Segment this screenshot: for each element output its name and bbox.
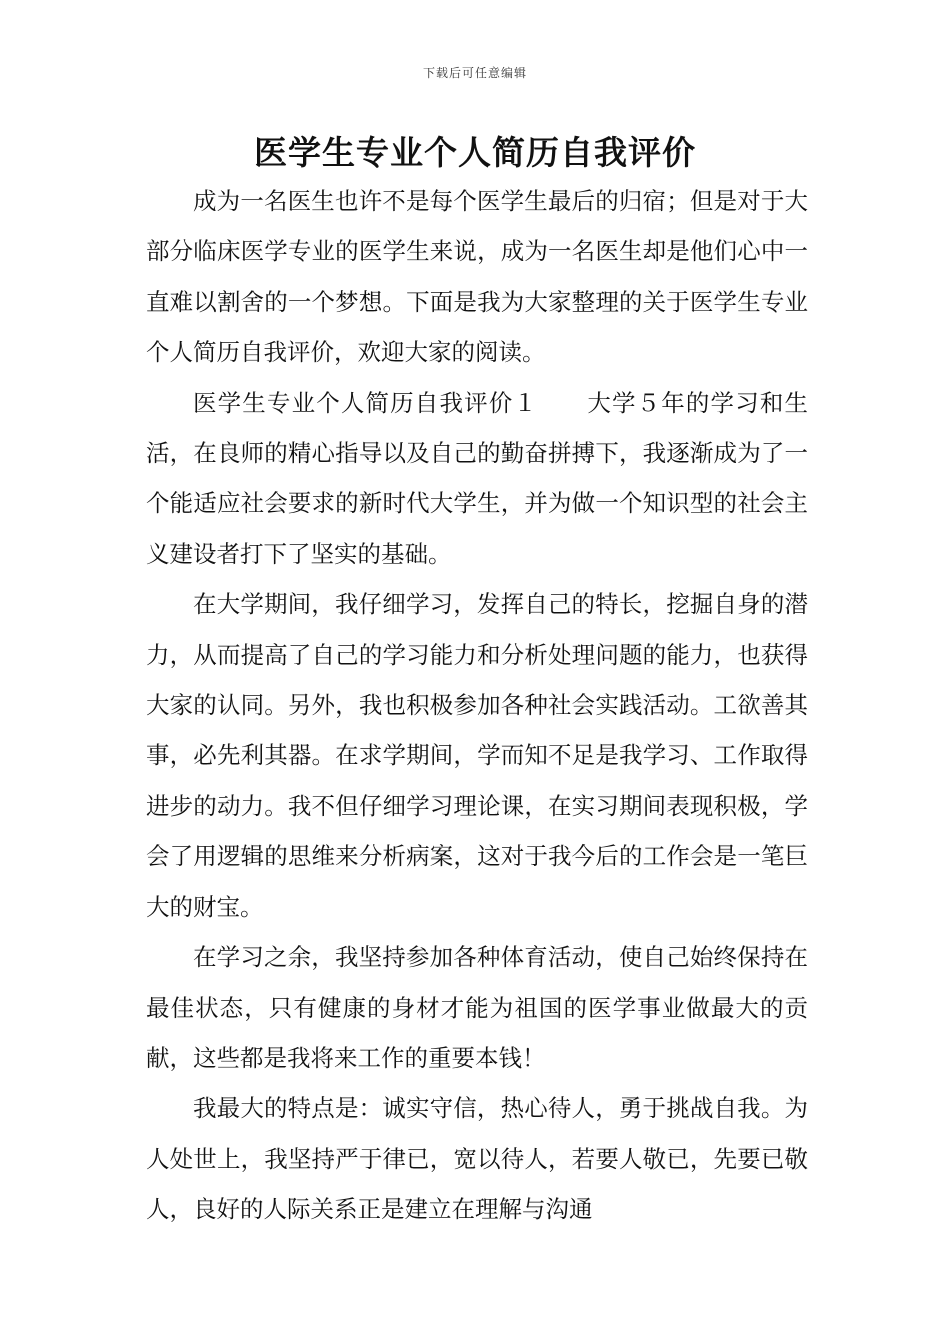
paragraph: 成为一名医生也许不是每个医学生最后的归宿；但是对于大部分临床医学专业的医学生来说，成为一名医生却是他们心中一直难以割舍的一个梦想。下面是我为大家整理的关于医学生专业个人简历自我评价，欢迎大家的阅读。	[146, 187, 808, 367]
paragraph: 在大学期间，我仔细学习，发挥自己的特长，挖掘自身的潜力，从而提高了自己的学习能力和分析处理问题的能力，也获得大家的认同。另外，我也积极参加各种社会实践活动。工欲善其事，必先利其器。在求学期间，学而知不足是我学习、工作取得进步的动力。我不但仔细学习理论课，在实习期间表现积极，学会了用逻辑的思维来分析病案，这对于我今后的工作会是一笔巨大的财宝。	[146, 590, 808, 921]
header-note: 下载后可任意编辑	[422, 66, 527, 80]
paragraph: 医学生专业个人简历自我评价１ 大学５年的学习和生活，在良师的精心指导以及自己的勤奋拼搏下，我逐渐成为了一个能适应社会要求的新时代大学生，并为做一个知识型的社会主义建设者打下了坚实的基础。	[146, 388, 808, 568]
document-title: 医学生专业个人简历自我评价	[254, 133, 696, 172]
document-body	[146, 176, 808, 1235]
paragraph: 我最大的特点是：诚实守信，热心待人，勇于挑战自我。为人处世上，我坚持严于律已，宽以待人，若要人敬已，先要已敬人，良好的人际关系正是建立在理解与沟通	[146, 1094, 808, 1224]
paragraph: 在学习之余，我坚持参加各种体育活动，使自己始终保持在最佳状态，只有健康的身材才能为祖国的医学事业做最大的贡献，这些都是我将来工作的重要本钱！	[146, 943, 808, 1072]
